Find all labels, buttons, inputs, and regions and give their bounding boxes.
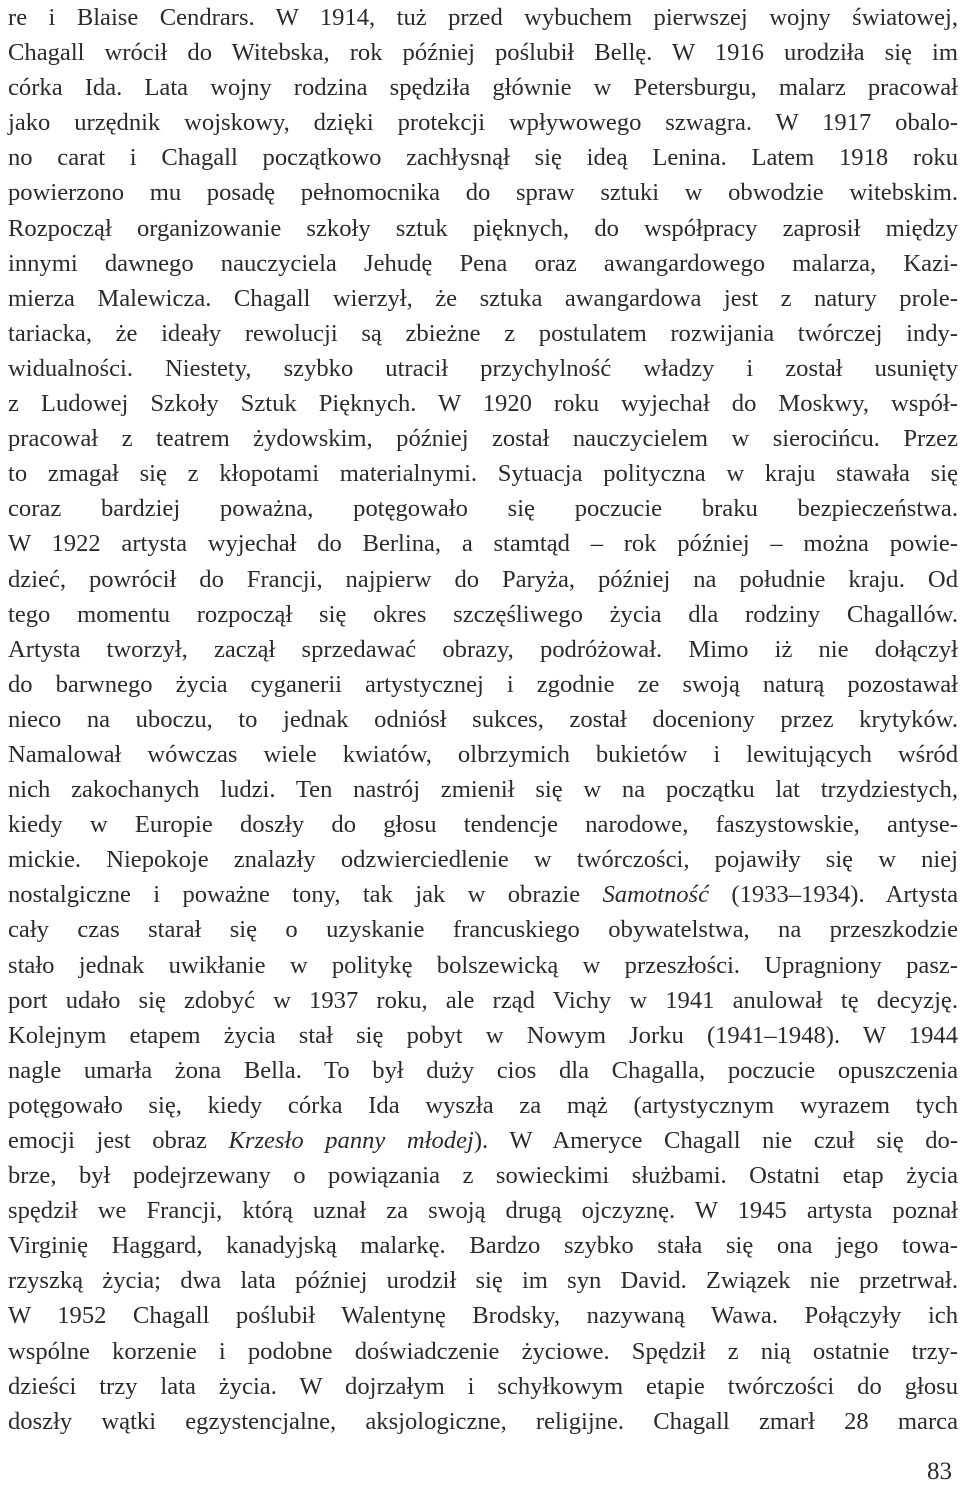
text-line: widualności. Niestety, szybko utracił przychylność władzy i został usunięty (8, 354, 958, 382)
text-line: cały czas starał się o uzyskanie francuskiego obywatelstwa, na przeszkodzie (8, 916, 958, 944)
text-line: Kolejnym etapem życia stał się pobyt w Nowym Jorku (1941–1948). W 1944 (8, 1021, 958, 1049)
text-line: innymi dawnego nauczyciela Jehudę Pena oraz awangardowego malarza, Kazi- (8, 249, 958, 277)
text-line: re i Blaise Cendrars. W 1914, tuż przed wybuchem pierwszej wojny światowej, (8, 4, 958, 31)
text-line: mickie. Niepokoje znalazły odzwierciedlenie w twórczości, pojawiły się w niej (8, 846, 958, 874)
text-line: doszły wątki egzystencjalne, aksjologiczne, religijne. Chagall zmarł 28 marca (8, 1407, 958, 1435)
text-line: brze, był podejrzewany o powiązania z sowieckimi służbami. Ostatni etap życia (8, 1162, 958, 1190)
text-line: W 1922 artysta wyjechał do Berlina, a stamtąd – rok później – można powie- (8, 530, 958, 558)
text-line: tariacka, że ideały rewolucji są zbieżne z postulatem rozwijania twórczej indy- (8, 319, 958, 347)
text-line: no carat i Chagall początkowo zachłysnął się ideą Lenina. Latem 1918 roku (8, 144, 958, 172)
text-line: do barwnego życia cyganerii artystycznej i zgodnie ze swoją naturą pozostawał (8, 670, 958, 698)
text-segment: emocji jest obraz (8, 1127, 229, 1154)
text-line: potęgowało się, kiedy córka Ida wyszła za mąż (artystycznym wyrazem tych (8, 1091, 958, 1119)
text-line: Namalował wówczas wiele kwiatów, olbrzymich bukietów i lewitujących wśród (8, 740, 958, 768)
artwork-title-samotnosc: Samotność (602, 881, 710, 909)
text-line: W 1952 Chagall poślubił Walentynę Brodsky, nazywaną Wawa. Połączyły ich (8, 1302, 958, 1330)
text-line: powierzono mu posadę pełnomocnika do spraw sztuki w obwodzie witebskim. (8, 179, 958, 207)
text-line: port udało się zdobyć w 1937 roku, ale rząd Vichy w 1941 anulował tę decyzję. (8, 986, 958, 1014)
text-line: tego momentu rozpoczął się okres szczęśliwego życia dla rodziny Chagallów. (8, 600, 958, 628)
text-line: z Ludowej Szkoły Sztuk Pięknych. W 1920 roku wyjechał do Moskwy, współ- (8, 390, 958, 418)
text-line: pracował z teatrem żydowskim, później został nauczycielem w sierocińcu. Przez (8, 425, 958, 453)
artwork-title-krzeslo: Krzesło panny młodej (228, 1127, 474, 1154)
text-segment: ). W Ameryce Chagall nie czuł się do- (473, 1127, 959, 1154)
text-line: stało jednak uwikłanie w politykę bolszewicką w przeszłości. Upragniony pasz- (8, 951, 958, 979)
text-segment: (1933–1934). Artysta (709, 881, 958, 909)
text-line: rzyszką życia; dwa lata później urodził się im syn David. Związek nie przetrwał. (8, 1267, 958, 1295)
text-segment: nostalgiczne i poważne tony, tak jak w obrazie (8, 881, 603, 909)
text-line: Virginię Haggard, kanadyjską malarkę. Bardzo szybko stała się ona jego towa- (8, 1232, 958, 1260)
text-line: dzieści trzy lata życia. W dojrzałym i schyłkowym etapie twórczości do głosu (8, 1372, 958, 1400)
text-line: kiedy w Europie doszły do głosu tendencje narodowe, faszystowskie, antyse- (8, 811, 958, 839)
text-line: nieco na uboczu, to jednak odniósł sukces, został doceniony przez krytyków. (8, 705, 958, 733)
text-line: córka Ida. Lata wojny rodzina spędziła głównie w Petersburgu, malarz pracował (8, 74, 958, 102)
text-line: coraz bardziej poważna, potęgowało się poczucie braku bezpieczeństwa. (8, 495, 958, 523)
document-page (8, 0, 958, 1439)
text-line: to zmagał się z kłopotami materialnymi. Sytuacja polityczna w kraju stawała się (8, 460, 958, 488)
text-line: wspólne korzenie i podobne doświadczenie życiowe. Spędził z nią ostatnie trzy- (8, 1337, 958, 1365)
page-number: 83 (927, 1458, 952, 1485)
text-line: Chagall wrócił do Witebska, rok później poślubił Bellę. W 1916 urodziła się im (8, 39, 958, 67)
body-text (8, 0, 958, 1439)
text-line: spędził we Francji, którą uznał za swoją drugą ojczyznę. W 1945 artysta poznał (8, 1197, 958, 1225)
text-line: jako urzędnik wojskowy, dzięki protekcji wpływowego szwagra. W 1917 obalo- (8, 109, 958, 137)
text-line: mierza Malewicza. Chagall wierzył, że sztuka awangardowa jest z natury prole- (8, 284, 958, 312)
text-line: nich zakochanych ludzi. Ten nastrój zmienił się w na początku lat trzydziestych, (8, 776, 958, 804)
text-line (8, 1123, 958, 1158)
text-line: Rozpoczął organizowanie szkoły sztuk pięknych, do współpracy zaprosił między (8, 214, 958, 242)
text-line (8, 877, 958, 912)
text-line: nagle umarła żona Bella. To był duży cios dla Chagalla, poczucie opuszczenia (8, 1056, 958, 1084)
text-line: dzieć, powrócił do Francji, najpierw do Paryża, później na południe kraju. Od (8, 565, 958, 593)
text-line: Artysta tworzył, zaczął sprzedawać obrazy, podróżował. Mimo iż nie dołączył (8, 635, 958, 663)
